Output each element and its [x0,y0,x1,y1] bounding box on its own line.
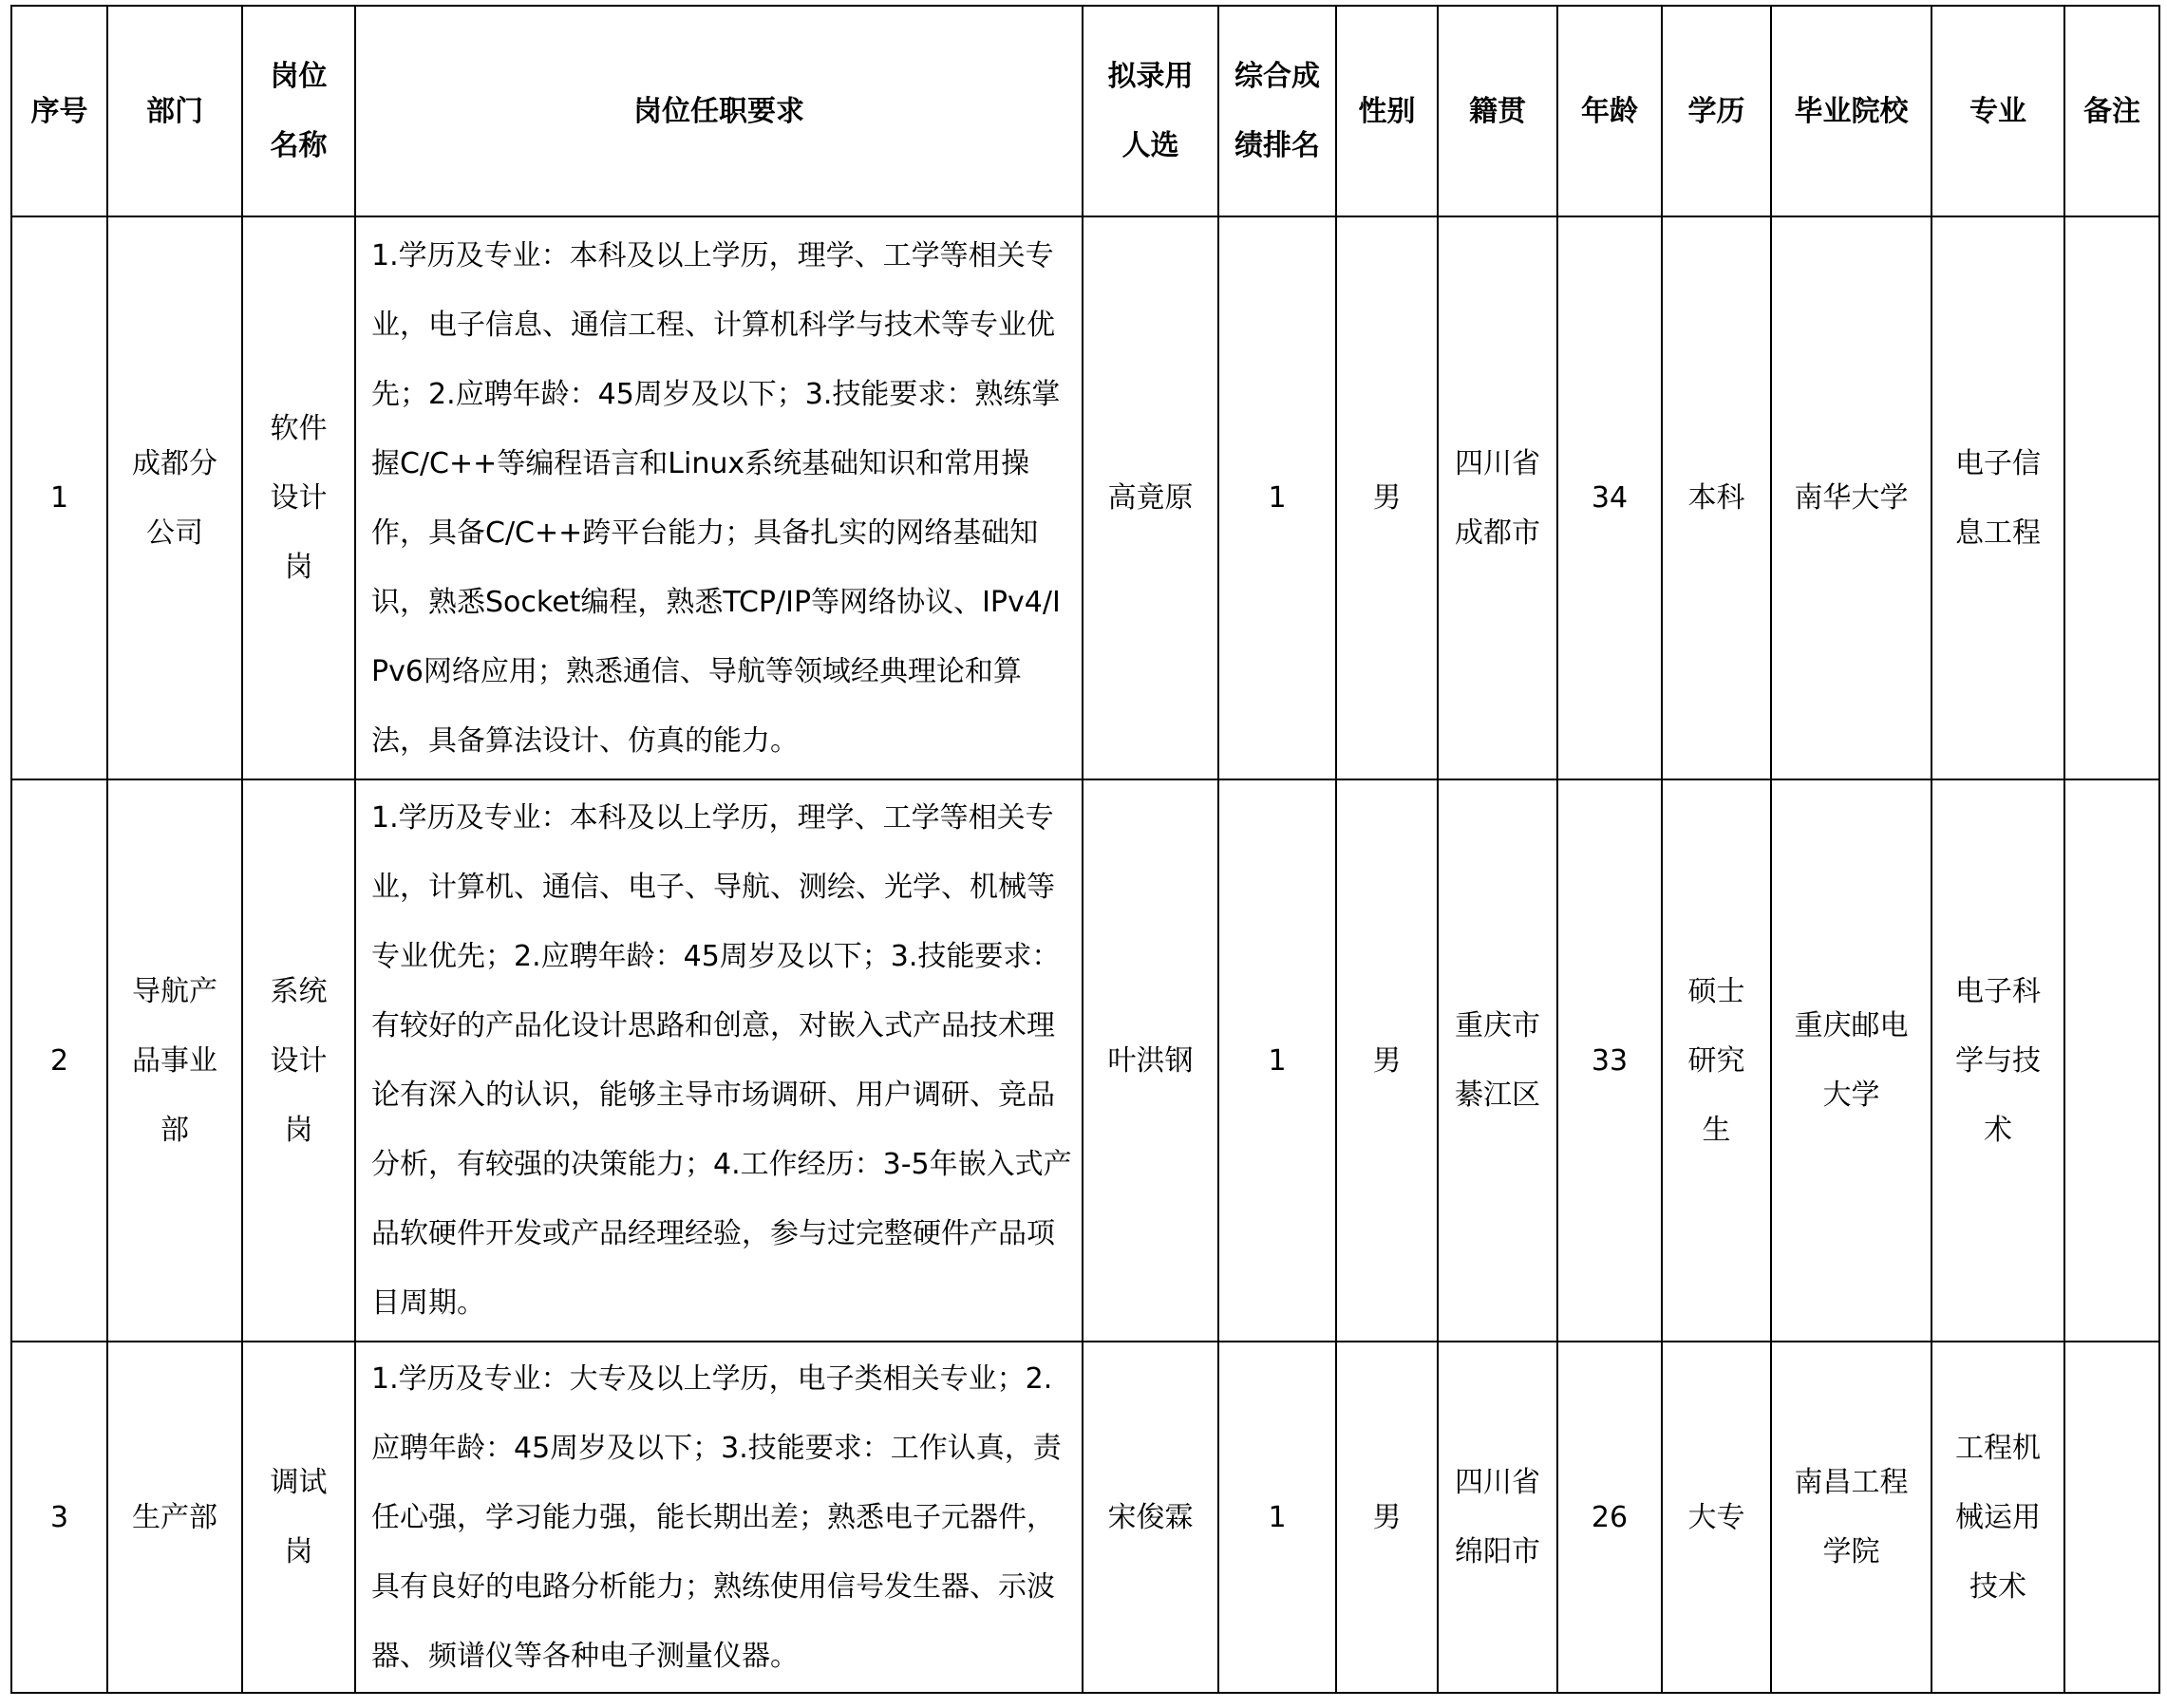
header-age: 年龄 [1557,6,1662,216]
header-row [11,6,2159,216]
cell-rank: 1 [1218,779,1336,1342]
header-native: 籍贯 [1438,6,1557,216]
cell-age: 34 [1557,216,1662,779]
cell-candidate: 叶洪钢 [1083,779,1218,1342]
cell-candidate: 高竟原 [1083,216,1218,779]
header-major: 专业 [1931,6,2064,216]
cell-education: 大专 [1662,1342,1771,1693]
cell-requirements: 1.学历及专业：大专及以上学历，电子类相关专业；2.应聘年龄：45周岁及以下；3.技能要求：工作认真，责任心强，学习能力强，能长期出差；熟悉电子元器件，具有良好的电路分析能力；熟练使用信号发生器、示波器、频谱仪等各种电子测量仪器。 [355,1342,1083,1693]
cell-native: 四川省绵阳市 [1438,1342,1557,1693]
header-position: 岗位名称 [242,6,355,216]
header-school: 毕业院校 [1771,6,1931,216]
cell-native: 重庆市綦江区 [1438,779,1557,1342]
cell-native: 四川省成都市 [1438,216,1557,779]
cell-major: 电子信息工程 [1931,216,2064,779]
cell-gender: 男 [1336,1342,1438,1693]
cell-seq: 3 [11,1342,107,1693]
recruitment-table [10,5,2160,1694]
header-rank: 综合成绩排名 [1218,6,1336,216]
cell-rank: 1 [1218,1342,1336,1693]
cell-education: 本科 [1662,216,1771,779]
cell-school: 南昌工程学院 [1771,1342,1931,1693]
cell-seq: 2 [11,779,107,1342]
header-remark: 备注 [2064,6,2159,216]
cell-remark [2064,779,2159,1342]
cell-dept: 生产部 [107,1342,242,1693]
header-gender: 性别 [1336,6,1438,216]
cell-rank: 1 [1218,216,1336,779]
cell-remark [2064,1342,2159,1693]
cell-candidate: 宋俊霖 [1083,1342,1218,1693]
cell-remark [2064,216,2159,779]
cell-dept: 成都分公司 [107,216,242,779]
cell-position: 软件设计岗 [242,216,355,779]
table-row [11,1342,2159,1693]
cell-major: 工程机械运用技术 [1931,1342,2064,1693]
header-seq: 序号 [11,6,107,216]
cell-dept: 导航产品事业部 [107,779,242,1342]
header-education: 学历 [1662,6,1771,216]
cell-position: 调试岗 [242,1342,355,1693]
cell-gender: 男 [1336,779,1438,1342]
cell-requirements: 1.学历及专业：本科及以上学历，理学、工学等相关专业，计算机、通信、电子、导航、测绘、光学、机械等专业优先；2.应聘年龄：45周岁及以下；3.技能要求：有较好的产品化设计思路和创意，对嵌入式产品技术理论有深入的认识，能够主导市场调研、用户调研、竞品分析，有较强的决策能力；4.工作经历：3-5年嵌入式产品软硬件开发或产品经理经验，参与过完整硬件产品项目周期。 [355,779,1083,1342]
cell-major: 电子科学与技术 [1931,779,2064,1342]
cell-school: 南华大学 [1771,216,1931,779]
header-dept: 部门 [107,6,242,216]
cell-seq: 1 [11,216,107,779]
table-row [11,216,2159,779]
header-candidate: 拟录用人选 [1083,6,1218,216]
cell-age: 33 [1557,779,1662,1342]
cell-education: 硕士研究生 [1662,779,1771,1342]
cell-age: 26 [1557,1342,1662,1693]
table-row [11,779,2159,1342]
cell-gender: 男 [1336,216,1438,779]
cell-requirements: 1.学历及专业：本科及以上学历，理学、工学等相关专业，电子信息、通信工程、计算机科学与技术等专业优先；2.应聘年龄：45周岁及以下；3.技能要求：熟练掌握C/C++等编程语言和Linux系统基础知识和常用操作，具备C/C++跨平台能力；具备扎实的网络基础知识，熟悉Socket编程，熟悉TCP/IP等网络协议、IPv4/IPv6网络应用；熟悉通信、导航等领域经典理论和算法，具备算法设计、仿真的能力。 [355,216,1083,779]
header-requirements: 岗位任职要求 [355,6,1083,216]
cell-position: 系统设计岗 [242,779,355,1342]
cell-school: 重庆邮电大学 [1771,779,1931,1342]
